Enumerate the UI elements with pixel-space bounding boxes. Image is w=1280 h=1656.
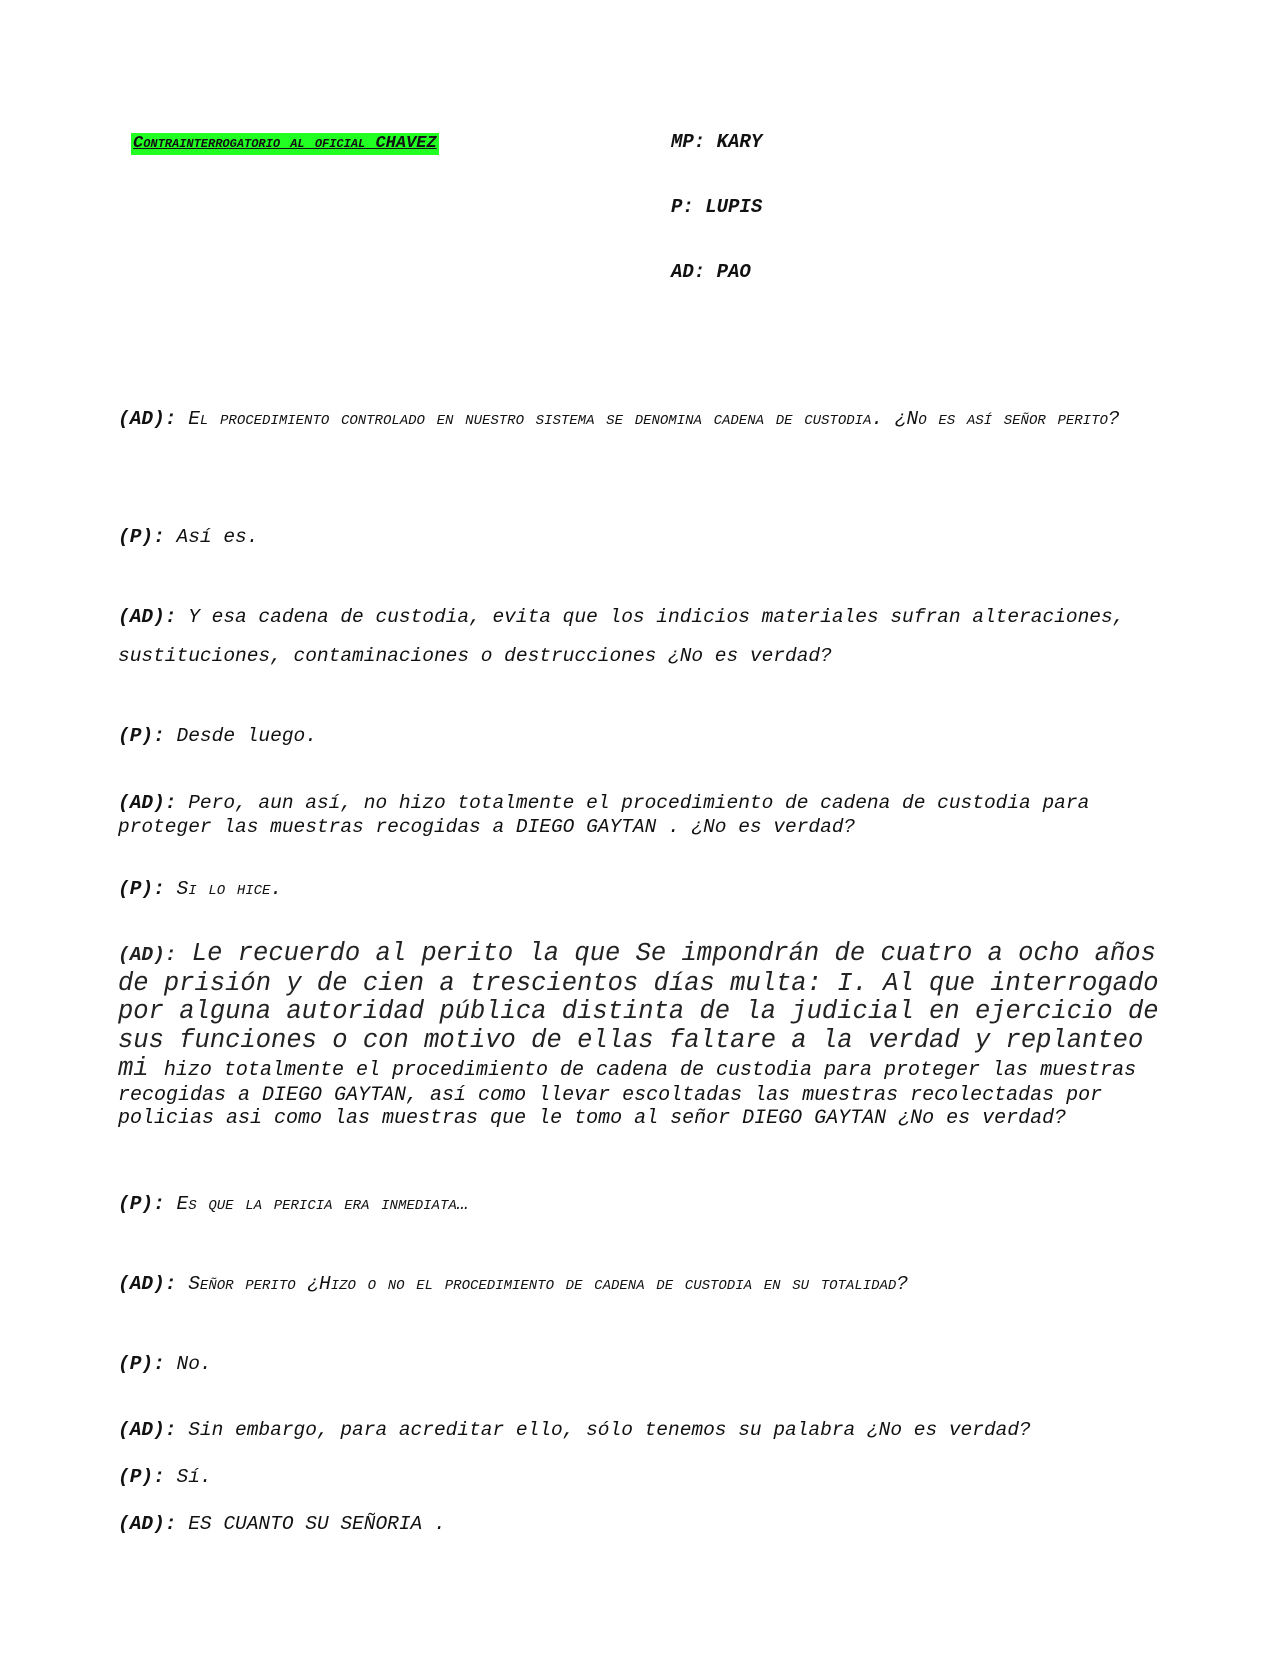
speaker-label: (P): (118, 526, 165, 548)
dialogue-turn-12 (118, 1465, 1178, 1489)
speaker-label: (AD): (118, 1419, 177, 1441)
dialogue-turn-2 (118, 518, 1178, 557)
dialogue-text: Sin embargo, para acreditar ello, sólo tenemos su palabra ¿No es verdad? (188, 1419, 1031, 1441)
dialogue-text: Señor perito ¿Hizo o no el procedimiento de cadena de custodia en su totalidad? (188, 1273, 909, 1295)
dialogue-turn-3 (118, 598, 1178, 676)
speaker-label: (AD): (118, 606, 177, 628)
speaker-label: (P): (118, 1193, 165, 1215)
dialogue-text: ES CUANTO SU SEÑORIA . (188, 1513, 446, 1535)
speaker-label: (AD): (118, 408, 177, 430)
speaker-label: (AD): (118, 1273, 177, 1295)
speaker-label: (AD): (118, 792, 177, 814)
dialogue-turn-7 (118, 940, 1178, 1130)
dialogue-turn-10 (118, 1352, 1178, 1376)
role-ad: AD: PAO (671, 261, 751, 283)
dialogue-text: El procedimiento controlado en nuestro sistema se denomina cadena de custodia. ¿No es así señor perito? (188, 408, 1120, 430)
speaker-label: (P): (118, 1466, 165, 1488)
dialogue-turn-5 (118, 791, 1178, 839)
dialogue-turn-11 (118, 1418, 1178, 1442)
dialogue-text: Así es. (176, 526, 259, 548)
role-p: P: LUPIS (671, 196, 763, 218)
role-mp: MP: KARY (671, 131, 763, 153)
speaker-label: (AD): (118, 944, 177, 966)
speaker-label: (P): (118, 725, 165, 747)
dialogue-text: Pero, aun así, no hizo totalmente el procedimiento de cadena de custodia para proteger las muestras recogidas a DIEGO GAYTAN . ¿No es verdad? (118, 792, 1090, 838)
dialogue-text: Es que la pericia era inmediata… (176, 1193, 469, 1215)
dialogue-turn-13 (118, 1512, 1178, 1536)
dialogue-turn-1 (118, 400, 1178, 439)
dialogue-text: hizo totalmente el procedimiento de cadena de custodia para proteger las muestras recogidas a DIEGO GAYTAN, así como llevar escoltadas las muestras recolectadas por policias asi como las muestras que le tomo al señor DIEGO GAYTAN ¿No es verdad? (118, 1059, 1137, 1130)
speaker-label: (P): (118, 878, 165, 900)
speaker-label: (P): (118, 1353, 165, 1375)
speaker-label: (AD): (118, 1513, 177, 1535)
dialogue-text: No. (176, 1353, 212, 1375)
dialogue-text: Si lo hice. (176, 878, 283, 900)
dialogue-text: Desde luego. (176, 725, 317, 747)
dialogue-turn-8 (118, 1192, 1178, 1216)
dialogue-turn-6 (118, 877, 1178, 901)
dialogue-text: Y esa cadena de custodia, evita que los indicios materiales sufran alteraciones, sustituciones, contaminaciones o destrucciones ¿No es verdad? (118, 606, 1125, 667)
dialogue-turn-9 (118, 1272, 1178, 1296)
document-title: Contrainterrogatorio al oficial CHAVEZ (133, 134, 437, 153)
dialogue-text-large: Le recuerdo al perito la que Se impondrán de cuatro a ocho años de prisión y de cien a trescientos días multa: I. Al que interrogado por alguna autoridad pública distinta de la judicial en ejercicio de sus funciones o con motivo de ellas faltare a la verdad y replanteo mi (118, 939, 1159, 1083)
roles-list (671, 130, 762, 325)
dialogue-turn-4 (118, 717, 1178, 756)
dialogue-text: Sí. (176, 1466, 212, 1488)
